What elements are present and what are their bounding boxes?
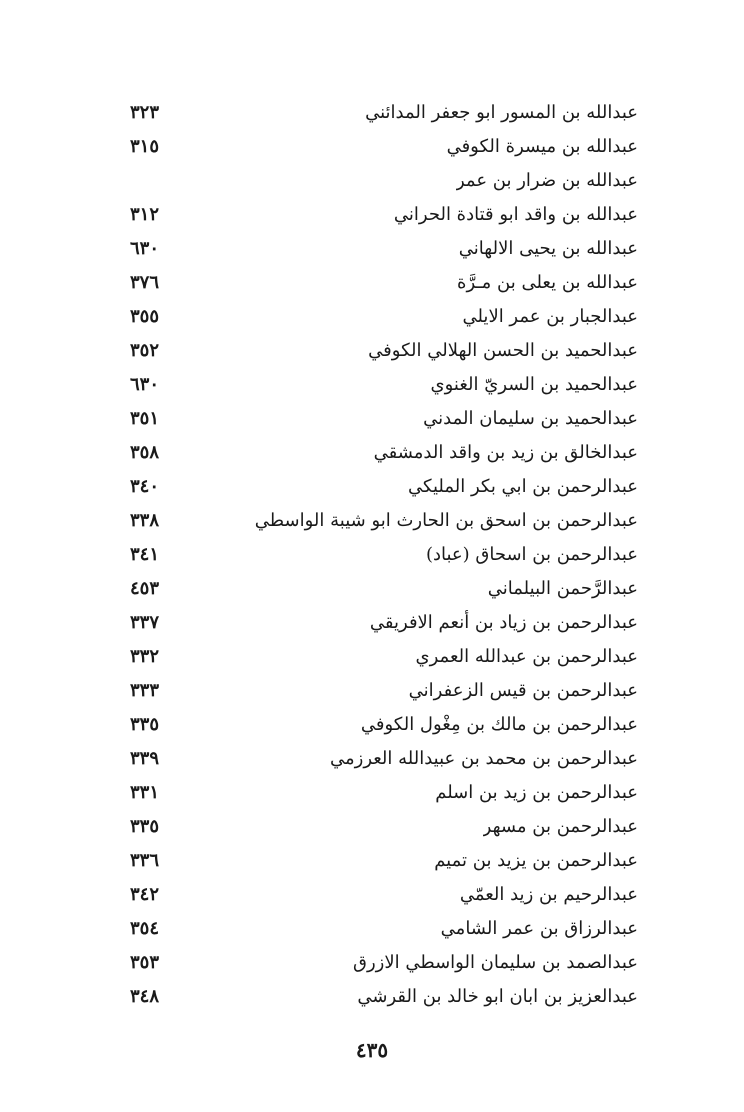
entry-name: عبدالله بن واقد ابو قتادة الحراني xyxy=(393,204,638,225)
index-entry xyxy=(0,980,744,1014)
entry-name: عبدالرحمن بن اسحق بن الحارث ابو شيبة الواسطي xyxy=(254,510,638,531)
entry-page-number: ٣٤٨ xyxy=(130,986,160,1007)
entry-name: عبدالرحمن بن زياد بن أنعم الافريقي xyxy=(369,612,638,633)
index-list xyxy=(0,96,744,1014)
entry-name: عبدالرحمن بن محمد بن عبيدالله العرزمي xyxy=(329,748,638,769)
index-entry xyxy=(0,878,744,912)
index-entry xyxy=(0,130,744,164)
entry-name: عبدالحميد بن الحسن الهلالي الكوفي xyxy=(368,340,638,361)
entry-page-number: ٣١٢ xyxy=(130,204,160,225)
entry-page-number: ٣٥٢ xyxy=(130,340,160,361)
index-entry xyxy=(0,742,744,776)
entry-name: عبدالرحمن بن اسحاق (عباد) xyxy=(425,544,638,565)
entry-page-number: ٣٤٢ xyxy=(130,884,160,905)
entry-page-number: ٣٤٠ xyxy=(130,476,160,497)
entry-page-number xyxy=(130,164,190,198)
entry-name: عبدالرحمن بن مسهر xyxy=(482,816,638,837)
index-entry xyxy=(0,912,744,946)
entry-name: عبدالحميد بن السريّ الغنوي xyxy=(430,374,638,395)
entry-page-number: ٣٥٣ xyxy=(130,952,160,973)
entry-page-number: ٣٣٣ xyxy=(130,680,160,701)
index-entry xyxy=(0,674,744,708)
entry-page-number: ٣٢٣ xyxy=(130,102,160,123)
entry-page-number: ٣٣٧ xyxy=(130,612,160,633)
index-entry xyxy=(0,300,744,334)
index-entry xyxy=(0,504,744,538)
index-entry xyxy=(0,470,744,504)
index-entry xyxy=(0,810,744,844)
entry-page-number: ٦٣٠ xyxy=(130,238,160,259)
entry-name: عبدالله بن ميسرة الكوفي xyxy=(446,136,638,157)
index-entry xyxy=(0,436,744,470)
entry-name: عبدالرحيم بن زيد العمّي xyxy=(459,884,638,905)
index-entry xyxy=(0,776,744,810)
entry-name: عبدالرحمن بن قيس الزعفراني xyxy=(408,680,638,701)
entry-name: عبدالجبار بن عمر الايلي xyxy=(462,306,638,327)
entry-name: عبدالرحمن بن ابي بكر المليكي xyxy=(408,476,638,497)
entry-name: عبدالرحمن بن زيد بن اسلم xyxy=(435,782,638,803)
entry-page-number: ٤٥٣ xyxy=(130,578,160,599)
entry-name: عبدالخالق بن زيد بن واقد الدمشقي xyxy=(373,442,638,463)
page-number: ٤٣٥ xyxy=(355,1038,389,1062)
entry-name: عبدالرَّحمن البيلماني xyxy=(487,578,638,599)
entry-name: عبدالصمد بن سليمان الواسطي الازرق xyxy=(352,952,638,973)
entry-name: عبدالرزاق بن عمر الشامي xyxy=(440,918,638,939)
index-entry xyxy=(0,232,744,266)
entry-page-number: ٣٣٦ xyxy=(130,850,160,871)
entry-page-number: ٣٥٤ xyxy=(130,918,160,939)
entry-name: عبدالله بن يحيى الالهاني xyxy=(458,238,638,259)
entry-page-number: ٣٥٥ xyxy=(130,306,160,327)
entry-page-number: ٣٥١ xyxy=(130,408,160,429)
index-entry xyxy=(0,640,744,674)
index-entry xyxy=(0,334,744,368)
entry-page-number: ٣٣٢ xyxy=(130,646,160,667)
index-entry xyxy=(0,946,744,980)
entry-name: عبدالله بن المسور ابو جعفر المدائني xyxy=(365,102,638,123)
entry-page-number: ٣١٥ xyxy=(130,136,160,157)
entry-page-number: ٣٤١ xyxy=(130,544,160,565)
entry-page-number: ٦٣٠ xyxy=(130,374,160,395)
index-entry xyxy=(0,198,744,232)
entry-name: عبدالرحمن بن مالك بن مِغْول الكوفي xyxy=(360,714,638,735)
entry-page-number: ٣٣٩ xyxy=(130,748,160,769)
index-entry xyxy=(0,708,744,742)
index-entry xyxy=(0,538,744,572)
entry-name: عبدالرحمن بن يزيد بن تميم xyxy=(434,850,638,871)
entry-name: عبدالعزيز بن ابان ابو خالد بن القرشي xyxy=(357,986,638,1007)
entry-name: عبدالله بن ضرار بن عمر xyxy=(455,170,638,191)
entry-page-number: ٣٣٥ xyxy=(130,714,160,735)
index-entry xyxy=(0,266,744,300)
index-entry xyxy=(0,606,744,640)
entry-page-number: ٣٣١ xyxy=(130,782,160,803)
entry-name: عبدالرحمن بن عبدالله العمري xyxy=(415,646,638,667)
index-entry xyxy=(0,402,744,436)
index-entry xyxy=(0,164,744,198)
entry-page-number: ٣٣٨ xyxy=(130,510,160,531)
index-entry xyxy=(0,368,744,402)
index-entry xyxy=(0,572,744,606)
entry-page-number: ٣٧٦ xyxy=(130,272,160,293)
entry-name: عبدالحميد بن سليمان المدني xyxy=(423,408,638,429)
entry-name: عبدالله بن يعلى بن مـرَّة xyxy=(457,272,638,293)
entry-page-number: ٣٥٨ xyxy=(130,442,160,463)
entry-page-number: ٣٣٥ xyxy=(130,816,160,837)
index-entry xyxy=(0,844,744,878)
index-entry xyxy=(0,96,744,130)
